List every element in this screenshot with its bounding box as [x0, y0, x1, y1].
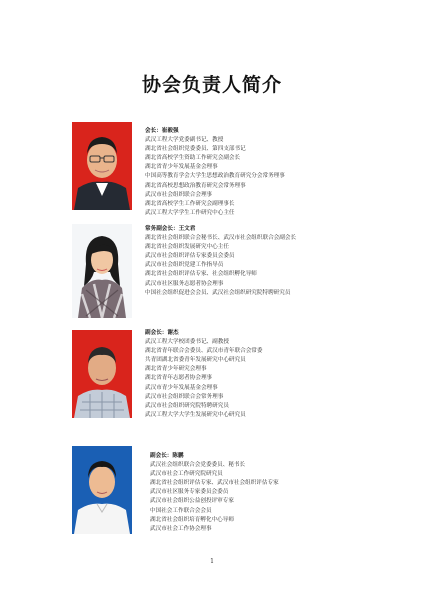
bio-line: 中国高等教育学会大学生思想政治教育研究分会常务理事	[145, 173, 285, 180]
executive-vice-president-photo	[72, 224, 132, 318]
bio-line: 共青团湖北省委青年发展研究中心研究员	[145, 357, 246, 364]
bio-line: 武汉市社会组织研究院特聘研究员	[145, 402, 229, 409]
bio-line: 湖北省青少年发展基金会理事	[145, 164, 218, 171]
bio-line: 湖北省社会组织培育孵化中心导师	[150, 516, 234, 523]
bio-line: 武汉社会组织联合会党委委员、秘书长	[150, 462, 246, 469]
bio-line: 湖北省社会组织党委委员、第四支部书记	[145, 146, 246, 153]
president-title: 会长：崔毅强	[145, 128, 179, 134]
bio-line: 中国社会工作联合会会员	[150, 507, 212, 514]
bio-line: 武汉市青少年发展基金会理事	[145, 384, 218, 391]
bio-line: 湖北省青年联合会委员、武汉市青年联合会常委	[145, 348, 263, 355]
bio-line: 湖北省社会组织联合会秘书长、武汉市社会组织联合会副会长	[145, 235, 297, 242]
bio-line: 武汉市社区服务专家委员会委员	[150, 489, 229, 496]
vice-president-1-bio	[145, 329, 262, 420]
bio-line: 湖北省高校思想政治教育研究会常务理事	[145, 182, 246, 189]
bio-line: 武汉市社会组织党建工作指导员	[145, 262, 224, 269]
bio-line: 武汉市社会组织公益创投评审专家	[150, 498, 234, 505]
executive-vice-president-bio	[145, 225, 296, 298]
vice-president-2-photo	[72, 446, 132, 534]
bio-line: 武汉市社会组织联合会常务理事	[145, 393, 224, 400]
bio-line: 武汉工程大学党委副书记、教授	[145, 137, 224, 144]
bio-line: 湖北省社会组织发展研究中心主任	[145, 244, 229, 251]
bio-line: 武汉工程大学大学生发展研究中心研究员	[145, 411, 246, 418]
page-number: 1	[210, 558, 214, 565]
bio-line: 武汉工程大学学生工作研究中心主任	[145, 209, 235, 216]
bio-line: 武汉市社会工作研究院研究员	[150, 471, 223, 478]
vice-president-2-title: 副会长：陈鹏	[150, 453, 184, 459]
bio-line: 湖北省社会组织评估专家、武汉市社会组织评估专家	[150, 480, 279, 487]
bio-line: 武汉市社会组织联合会理事	[145, 191, 213, 198]
bio-line: 湖北省青年志愿者协会理事	[145, 375, 213, 382]
bio-line: 湖北省高校学生工作研究会副理事长	[145, 200, 235, 207]
bio-line: 中国社会组织促进会会员、武汉社会组织研究院特聘研究员	[145, 289, 291, 296]
bio-line: 湖北省高校学生资助工作研究会副会长	[145, 155, 241, 162]
bio-line: 武汉工程大学校团委书记、副教授	[145, 339, 229, 346]
vice-president-1-photo	[72, 330, 132, 418]
bio-line: 湖北省社会组织评估专家、社会组织孵化导师	[145, 271, 257, 278]
vice-president-2-bio	[150, 452, 279, 534]
bio-line: 湖北省青少年研究会理事	[145, 366, 207, 373]
vice-president-1-title: 副会长：谢杰	[145, 330, 179, 336]
bio-line: 武汉市社会工作协会理事	[150, 525, 212, 532]
page-title: 协会负责人简介	[141, 74, 282, 96]
president-bio	[145, 127, 285, 218]
bio-line: 武汉市社会组织评估专家委员会委员	[145, 253, 235, 260]
bio-line: 武汉市社区服务志愿者协会理事	[145, 280, 224, 287]
president-photo	[72, 122, 132, 210]
executive-vice-president-title: 常务副会长：王文君	[145, 226, 196, 232]
